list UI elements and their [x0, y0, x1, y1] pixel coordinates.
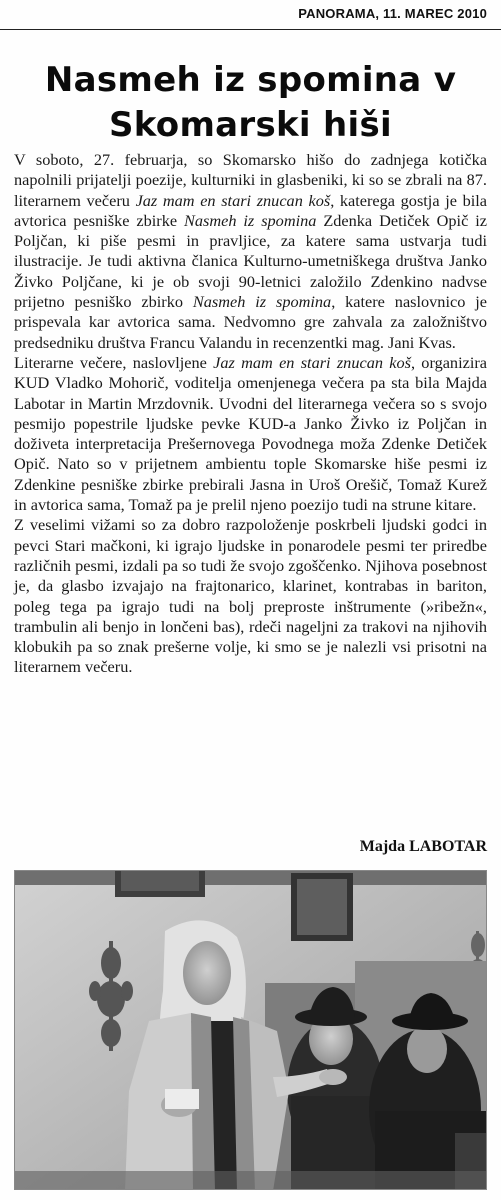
p1-italic-book-2: Nasmeh iz spomina: [192, 292, 332, 312]
title-line-1: Nasmeh iz spomina v: [44, 60, 457, 100]
p1-italic-book: Nasmeh iz spomina: [184, 210, 317, 230]
article-body: [14, 150, 487, 678]
page-header: [0, 0, 501, 30]
p2-italic-title: Jaz mam en stari znucan koš: [213, 352, 411, 372]
paragraph-3: Z veselimi vižami so za dobro razpoloženje poskrbeli ljudski godci in pevci Stari mačkoni, ki igrajo ljudske in ponarodele pesmi ter priredbe različnih pesmi, izdali pa so tudi že svojo zgoščenko. Njihova posebnost je, da glasbo izvajajo na frajtonarico, klarinet, kontrabas in bariton, poleg tega pa igrajo tudi na bolj preproste inštrumente (»ribežn«, trambulin ali benjo in lončeni bas), rdeči nageljni za trakovi na njihovih klobukih pa so znak prešerne volje, ki smo se je nalezli vsi prisotni na literarnem večeru.: [14, 515, 487, 677]
p1-text-2: , katerega gostja je bila avtorica pesniške zbirke: [14, 190, 488, 230]
article-photo: [14, 870, 487, 1190]
author-byline: Majda LABOTAR: [359, 838, 487, 855]
paragraph-1: [14, 150, 487, 353]
p1-italic-title: Jaz mam en stari znucan koš: [135, 190, 331, 210]
publication-date-header: PANORAMA, 11. MAREC 2010: [298, 6, 487, 21]
article-title: [14, 58, 487, 148]
p2-text-1: Literarne večere, naslovljene: [14, 352, 214, 372]
title-line-2: Skomarski hiši: [109, 105, 392, 145]
p1-text-1: V soboto, 27. februarja, so Skomarsko hišo do zadnjega kotička napolnili prijatelji poezije, kulturniki in glasbeniki, ki so se zbrali na 87. literarnem večeru: [14, 150, 487, 210]
p2-text-2: , organizira KUD Vladko Mohorič, voditelja omenjenega večera pa sta bila Majda Labotar in Martin Mrzdovnik. Uvodni del literarnega večera so s svojo pesmijo popestrile ljudske pevke KUD-a Janko Živko iz Poljčan in doživeta interpretacija Prešernovega Povodnega moža Zdenke Detiček Opič. Nato so v prijetnem ambientu tople Skomarske hiše pesmi iz Zdenkine pesniške zbirke prebirali Jasna in Uroš Orešič, Tomaž Kurež in avtorica sama, Tomaž pa je prelil njeno poezijo tudi na strune kitare.: [14, 352, 487, 515]
p1-text-4: , katere naslovnico je prispevala kar avtorica sama. Nedvomno gre zahvala za založništvo predsedniku društva Francu Valandu in recenzentki mag. Jani Kvas.: [14, 292, 487, 352]
photo-illustration: [15, 871, 487, 1190]
paragraph-2: [14, 353, 487, 515]
p1-text-3: Zdenka Detiček Opič iz Poljčan, ki piše pesmi in pravljice, za katere sama ustvarja tudi ilustracije. Je tudi aktivna članica Kulturno-umetniškega društva Janko Živko Poljčane, ki je ob svoji 90-letnici založilo Zdenkino nadvse prijetno pesniško zbirko: [14, 210, 487, 312]
